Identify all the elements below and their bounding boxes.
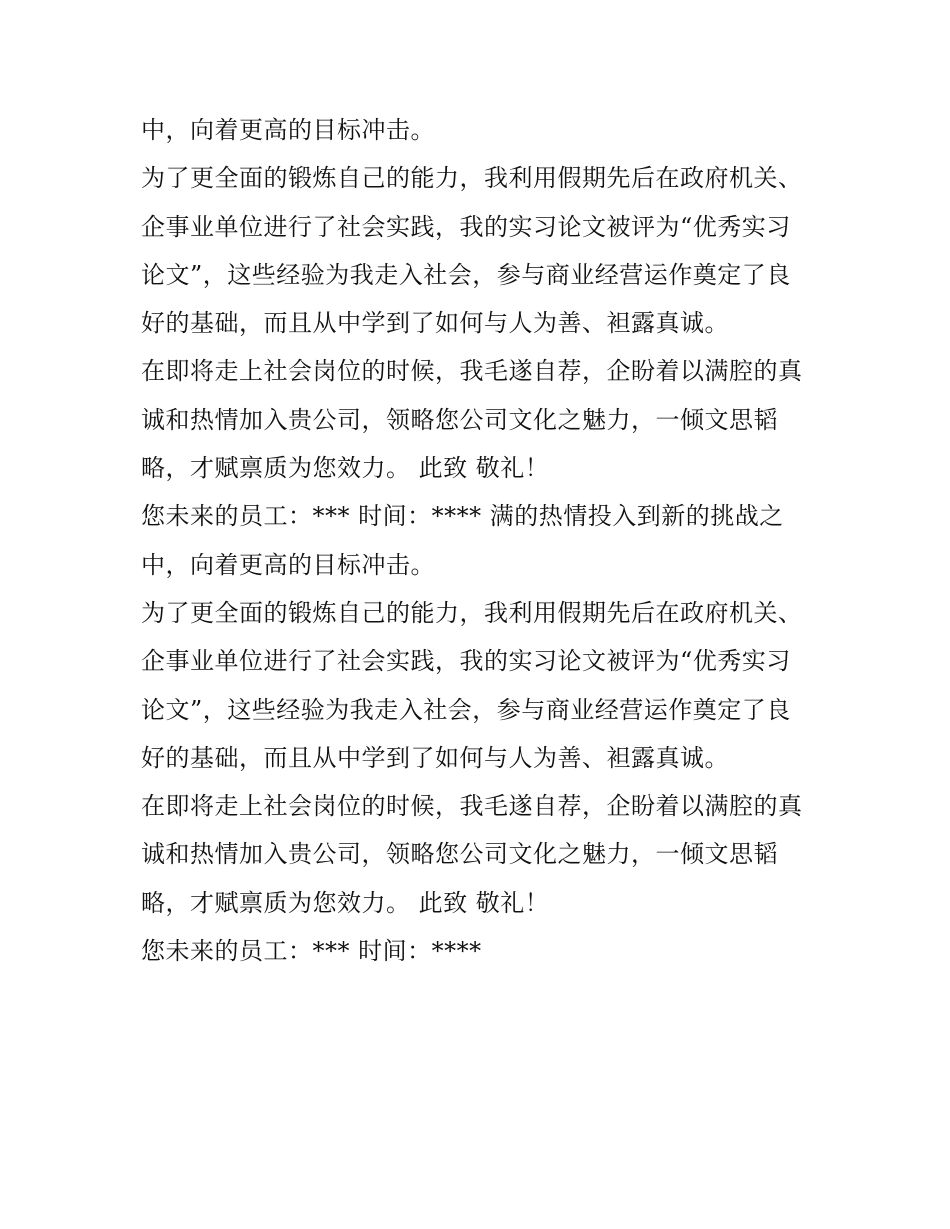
text-line: 在即将走上社会岗位的时候，我毛遂自荐，企盼着以满腔的真 [141, 792, 803, 821]
text-line: 为了更全面的锻炼自己的能力，我利用假期先后在政府机关、 [141, 164, 803, 193]
text-line: 中，向着更高的目标冲击。 [141, 550, 435, 579]
text-line: 好的基础，而且从中学到了如何与人为善、袒露真诚。 [141, 309, 729, 338]
text-line: 为了更全面的锻炼自己的能力，我利用假期先后在政府机关、 [141, 598, 803, 627]
text-line: 中，向着更高的目标冲击。 [141, 116, 435, 144]
text-line: 在即将走上社会岗位的时候，我毛遂自荐，企盼着以满腔的真 [141, 357, 803, 386]
text-line: 您未来的员工：*** 时间：**** [141, 937, 482, 966]
text-line: 略，才赋禀质为您效力。 此致 敬礼！ [141, 888, 550, 917]
text-line: 企事业单位进行了社会实践，我的实习论文被评为“优秀实习 [141, 647, 791, 676]
text-line: 论文”，这些经验为我走入社会，参与商业经营运作奠定了良 [141, 260, 791, 289]
text-line: 略，才赋禀质为您效力。 此致 敬礼！ [141, 454, 550, 483]
text-line: 好的基础，而且从中学到了如何与人为善、袒露真诚。 [141, 743, 729, 772]
text-line: 您未来的员工：*** 时间：**** 满的热情投入到新的挑战之 [141, 502, 784, 531]
text-line: 诚和热情加入贵公司，领略您公司文化之魅力，一倾文思韬 [141, 405, 778, 434]
text-line: 论文”，这些经验为我走入社会，参与商业经营运作奠定了良 [141, 695, 791, 724]
text-line: 诚和热情加入贵公司，领略您公司文化之魅力，一倾文思韬 [141, 840, 778, 869]
document-body [141, 106, 841, 975]
text-line: 企事业单位进行了社会实践，我的实习论文被评为“优秀实习 [141, 212, 791, 241]
